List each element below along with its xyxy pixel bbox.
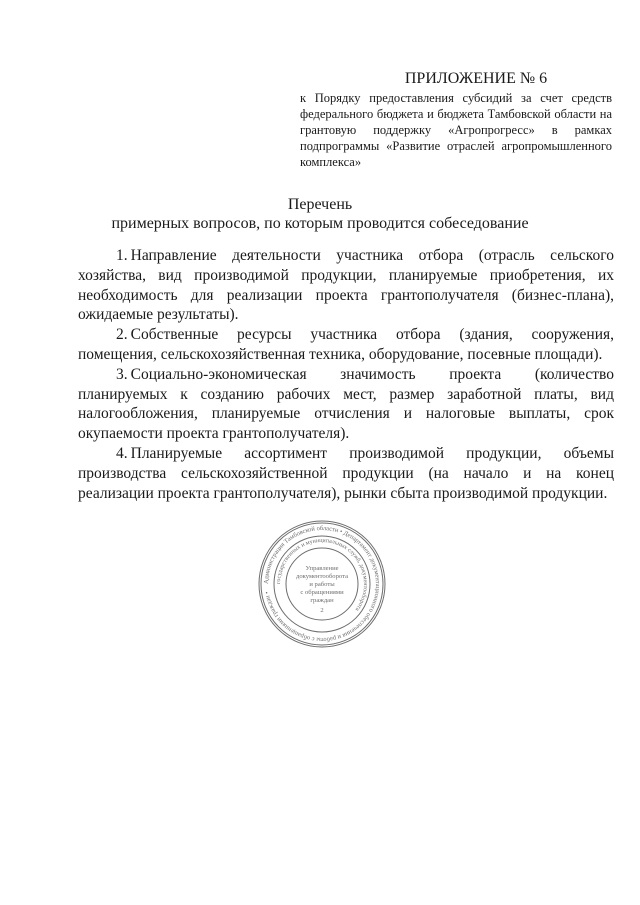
stamp-inner-text: государственных и муниципальных служб, документооборота — [275, 537, 369, 612]
heading-title: Перечень — [287, 196, 353, 213]
svg-text:и работы: и работы — [309, 581, 335, 588]
heading-subtitle: примерных вопросов, по которым проводится собеседование — [111, 215, 529, 232]
appendix-block — [300, 70, 612, 170]
item-number: 2. — [116, 326, 128, 344]
questions-list — [78, 246, 614, 503]
item-number: 1. — [116, 247, 128, 264]
svg-text:граждан: граждан — [310, 597, 334, 604]
list-item — [78, 444, 614, 503]
official-stamp — [256, 518, 388, 650]
item-number: 4. — [116, 444, 128, 462]
list-item — [78, 365, 614, 444]
list-item — [78, 246, 614, 325]
svg-text:документооборота: документооборота — [295, 573, 349, 580]
item-text: Собственные ресурсы участника отбора (здания, сооружения, помещения, сельскохозяйственная техника, оборудование, посевные площади). — [78, 326, 614, 363]
appendix-title: ПРИЛОЖЕНИЕ № 6 — [404, 70, 548, 87]
stamp-outer-text: Администрация Тамбовской области • Департамент документационного обеспечения и работы с обращениями граждан • — [262, 524, 382, 644]
item-text: Планируемые ассортимент производимой продукции, объемы производства сельскохозяйственной продукции (на начало и на конец реализации проекта грантополучателя), рынки сбыта производимой продукции. — [78, 444, 614, 502]
svg-text:Управление: Управление — [305, 565, 339, 572]
svg-text:с обращениями: с обращениями — [300, 589, 344, 596]
item-text: Направление деятельности участника отбора (отрасль сельского хозяйства, вид производимой продукции, планируемые приобретения, их необходимость для реализации проекта грантополучателя (бизнес-плана), ожидаемые результаты). — [78, 247, 614, 324]
svg-text:2: 2 — [320, 607, 324, 614]
item-text: Социально-экономическая значимость проекта (количество планируемых к созданию рабочих мест, размер заработной платы, вид налогообложения, планируемые отчисления и налоговые выплаты, срок окупаемости проекта грантополучателя). — [78, 365, 614, 443]
item-number: 3. — [116, 365, 128, 383]
appendix-text: к Порядку предоставления субсидий за счет средств федерального бюджета и бюджета Тамбовской области на грантовую поддержку «Агропрогресс» в рамках подпрограммы «Развитие отраслей агропромышленного комплекса» — [300, 91, 612, 169]
list-item — [78, 325, 614, 365]
document-heading — [40, 195, 600, 233]
stamp-center-text — [296, 565, 348, 614]
